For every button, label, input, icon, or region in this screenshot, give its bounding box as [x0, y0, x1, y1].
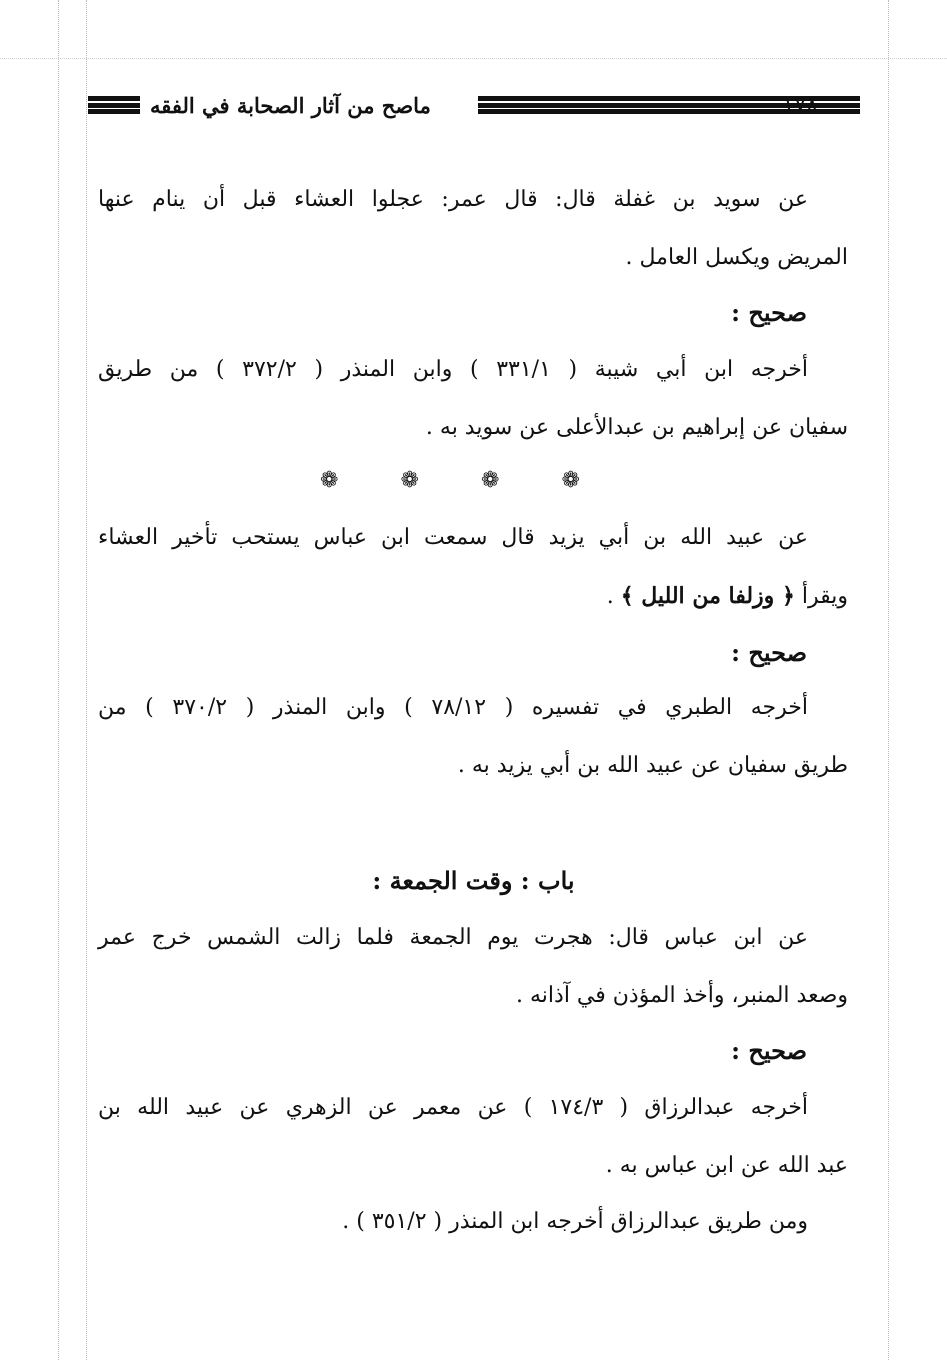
text-line: عن ابن عباس قال: هجرت يوم الجمعة فلما زالت الشمس خرج عمر	[98, 925, 808, 950]
section-heading: باب : وقت الجمعة :	[372, 866, 575, 895]
running-header	[88, 90, 860, 124]
text-line: وصعد المنبر، وأخذ المؤذن في آذانه .	[516, 983, 848, 1008]
text-line	[98, 582, 848, 611]
running-title: ماصح من آثار الصحابة في الفقه	[150, 93, 431, 118]
text-line: سفيان عن إبراهيم بن عبدالأعلى عن سويد به .	[425, 415, 848, 440]
text-fragment: ويقرأ	[801, 584, 848, 609]
text-line: عن عبيد الله بن أبي يزيد قال سمعت ابن عباس يستحب تأخير العشاء	[98, 525, 808, 550]
margin-guide-left-inner	[86, 0, 87, 1360]
text-line: طريق سفيان عن عبيد الله بن أبي يزيد به .	[457, 753, 848, 778]
section-separator	[320, 468, 580, 493]
text-line: عبد الله عن ابن عباس به .	[605, 1153, 848, 1178]
star-ornament-icon: ❁	[481, 468, 500, 493]
star-ornament-icon: ❁	[320, 468, 339, 493]
text-fragment: .	[606, 584, 614, 609]
header-rule-right	[820, 96, 860, 114]
grade-label: صحيح :	[731, 298, 807, 327]
star-ornament-icon: ❁	[561, 468, 580, 493]
header-rule-left	[88, 96, 140, 114]
grade-label: صحيح :	[731, 1036, 807, 1065]
margin-guide-top	[0, 58, 947, 59]
quran-quote: ﴿ وزلفا من الليل ﴾	[620, 583, 795, 609]
text-line: أخرجه ابن أبي شيبة ( ٣٣١/١ ) وابن المنذر ( ٣٧٢/٢ ) من طريق	[98, 357, 808, 382]
margin-guide-left	[58, 0, 59, 1360]
text-line: ومن طريق عبدالرزاق أخرجه ابن المنذر ( ٣٥١/٢ ) .	[342, 1209, 808, 1234]
page-number: ١٧٨	[782, 93, 818, 118]
header-rule-middle	[478, 96, 830, 114]
grade-label: صحيح :	[731, 638, 807, 667]
star-ornament-icon: ❁	[400, 468, 419, 493]
text-line: أخرجه عبدالرزاق ( ١٧٤/٣ ) عن معمر عن الزهري عن عبيد الله بن	[98, 1095, 808, 1120]
text-line: عن سويد بن غفلة قال: قال عمر: عجلوا العشاء قبل أن ينام عنها	[98, 187, 808, 212]
text-line: المريض ويكسل العامل .	[625, 245, 848, 270]
text-line: أخرجه الطبري في تفسيره ( ٧٨/١٢ ) وابن المنذر ( ٣٧٠/٢ ) من	[98, 695, 808, 720]
margin-guide-right	[888, 0, 889, 1360]
